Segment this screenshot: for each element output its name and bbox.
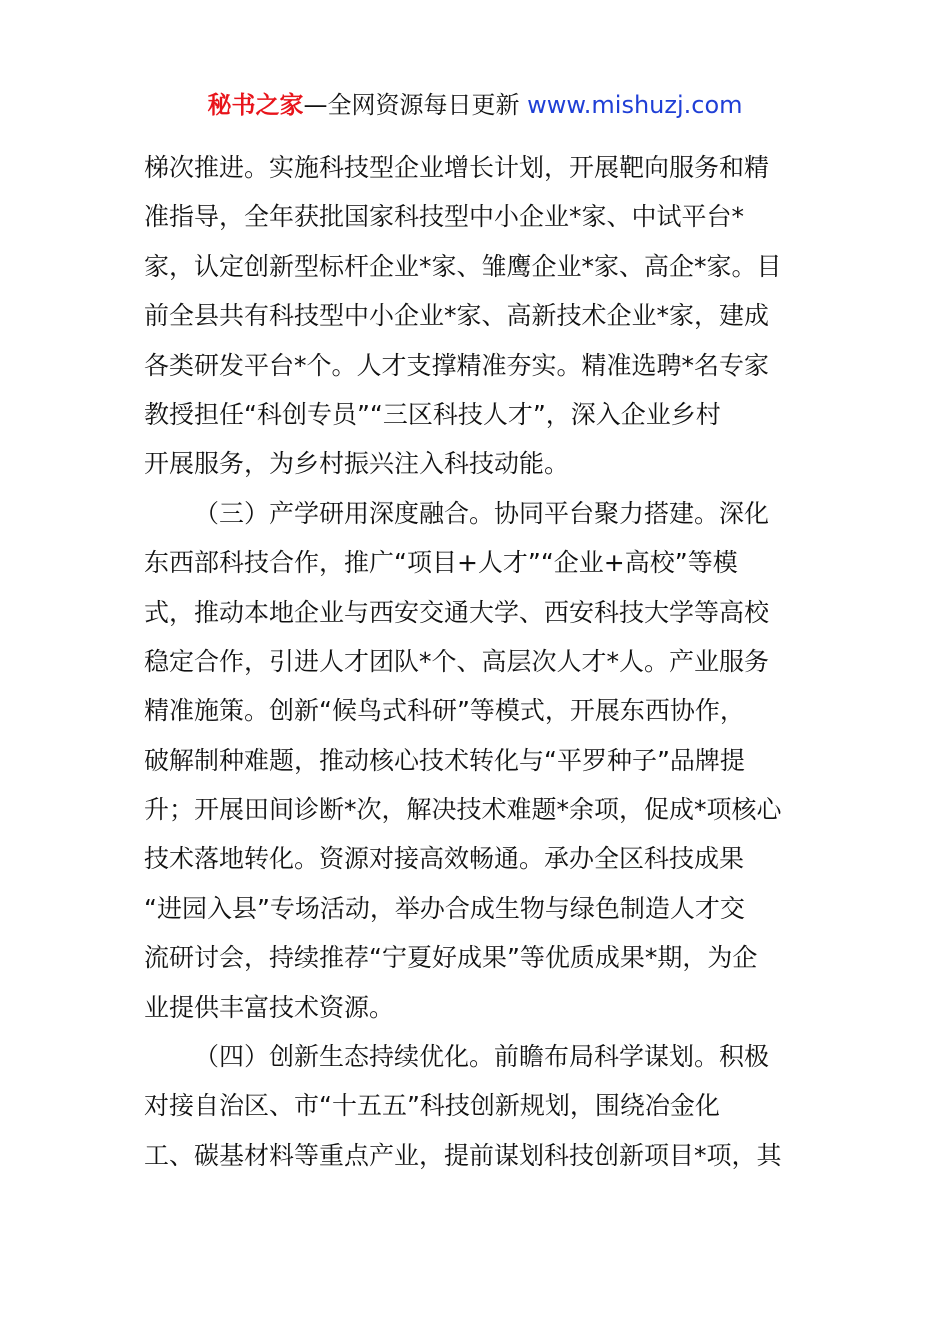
body-line: （四）创新生态持续优化。前瞻布局科学谋划。积极 (194, 1042, 770, 1072)
body-line: 对接自治区、市“十五五”科技创新规划，围绕冶金化 (144, 1091, 720, 1121)
body-line: （三）产学研用深度融合。协同平台聚力搭建。深化 (194, 498, 770, 528)
body-line: 开展服务，为乡村振兴注入科技动能。 (144, 449, 570, 479)
body-line: 流研讨会，持续推荐“宁夏好成果”等优质成果*期，为企 (144, 943, 758, 973)
body-line: 工、碳基材料等重点产业，提前谋划科技创新项目*项，其 (144, 1140, 782, 1170)
body-line: 升；开展田间诊断*次，解决技术难题*余项，促成*项核心 (144, 795, 782, 825)
body-line: 教授担任“科创专员”“三区科技人才”，深入企业乡村 (144, 399, 721, 429)
body-line: 技术落地转化。资源对接高效畅通。承办全区科技成果 (144, 844, 745, 874)
body-line: 东西部科技合作，推广“项目+人才”“企业+高校”等模 (144, 548, 738, 578)
page-header (0, 88, 950, 122)
header-brand: 秘书之家 (207, 91, 304, 119)
body-line: 前全县共有科技型中小企业*家、高新技术企业*家，建成 (144, 301, 770, 331)
body-line: “进园入县”专场活动，举办合成生物与绿色制造人才交 (144, 893, 745, 923)
header-url-link[interactable]: www.mishuzj.com (527, 91, 743, 119)
body-line: 破解制种难题，推动核心技术转化与“平罗种子”品牌提 (144, 745, 745, 775)
body-line: 精准施策。创新“候鸟式科研”等模式，开展东西协作， (144, 696, 745, 726)
body-line: 业提供丰富技术资源。 (144, 992, 395, 1022)
body-line: 梯次推进。实施科技型企业增长计划，开展靶向服务和精 (144, 153, 770, 182)
body-line: 准指导，全年获批国家科技型中小企业*家、中试平台* (144, 202, 745, 232)
document-body (144, 143, 810, 1180)
body-line: 各类研发平台*个。人才支撑精准夯实。精准选聘*名专家 (144, 350, 770, 380)
body-line: 稳定合作，引进人才团队*个、高层次人才*人。产业服务 (144, 646, 770, 676)
header-tagline: —全网资源每日更新 (303, 91, 528, 119)
body-line: 式，推动本地企业与西安交通大学、西安科技大学等高校 (144, 597, 770, 627)
body-line: 家，认定创新型标杆企业*家、雏鹰企业*家、高企*家。目 (144, 251, 782, 281)
